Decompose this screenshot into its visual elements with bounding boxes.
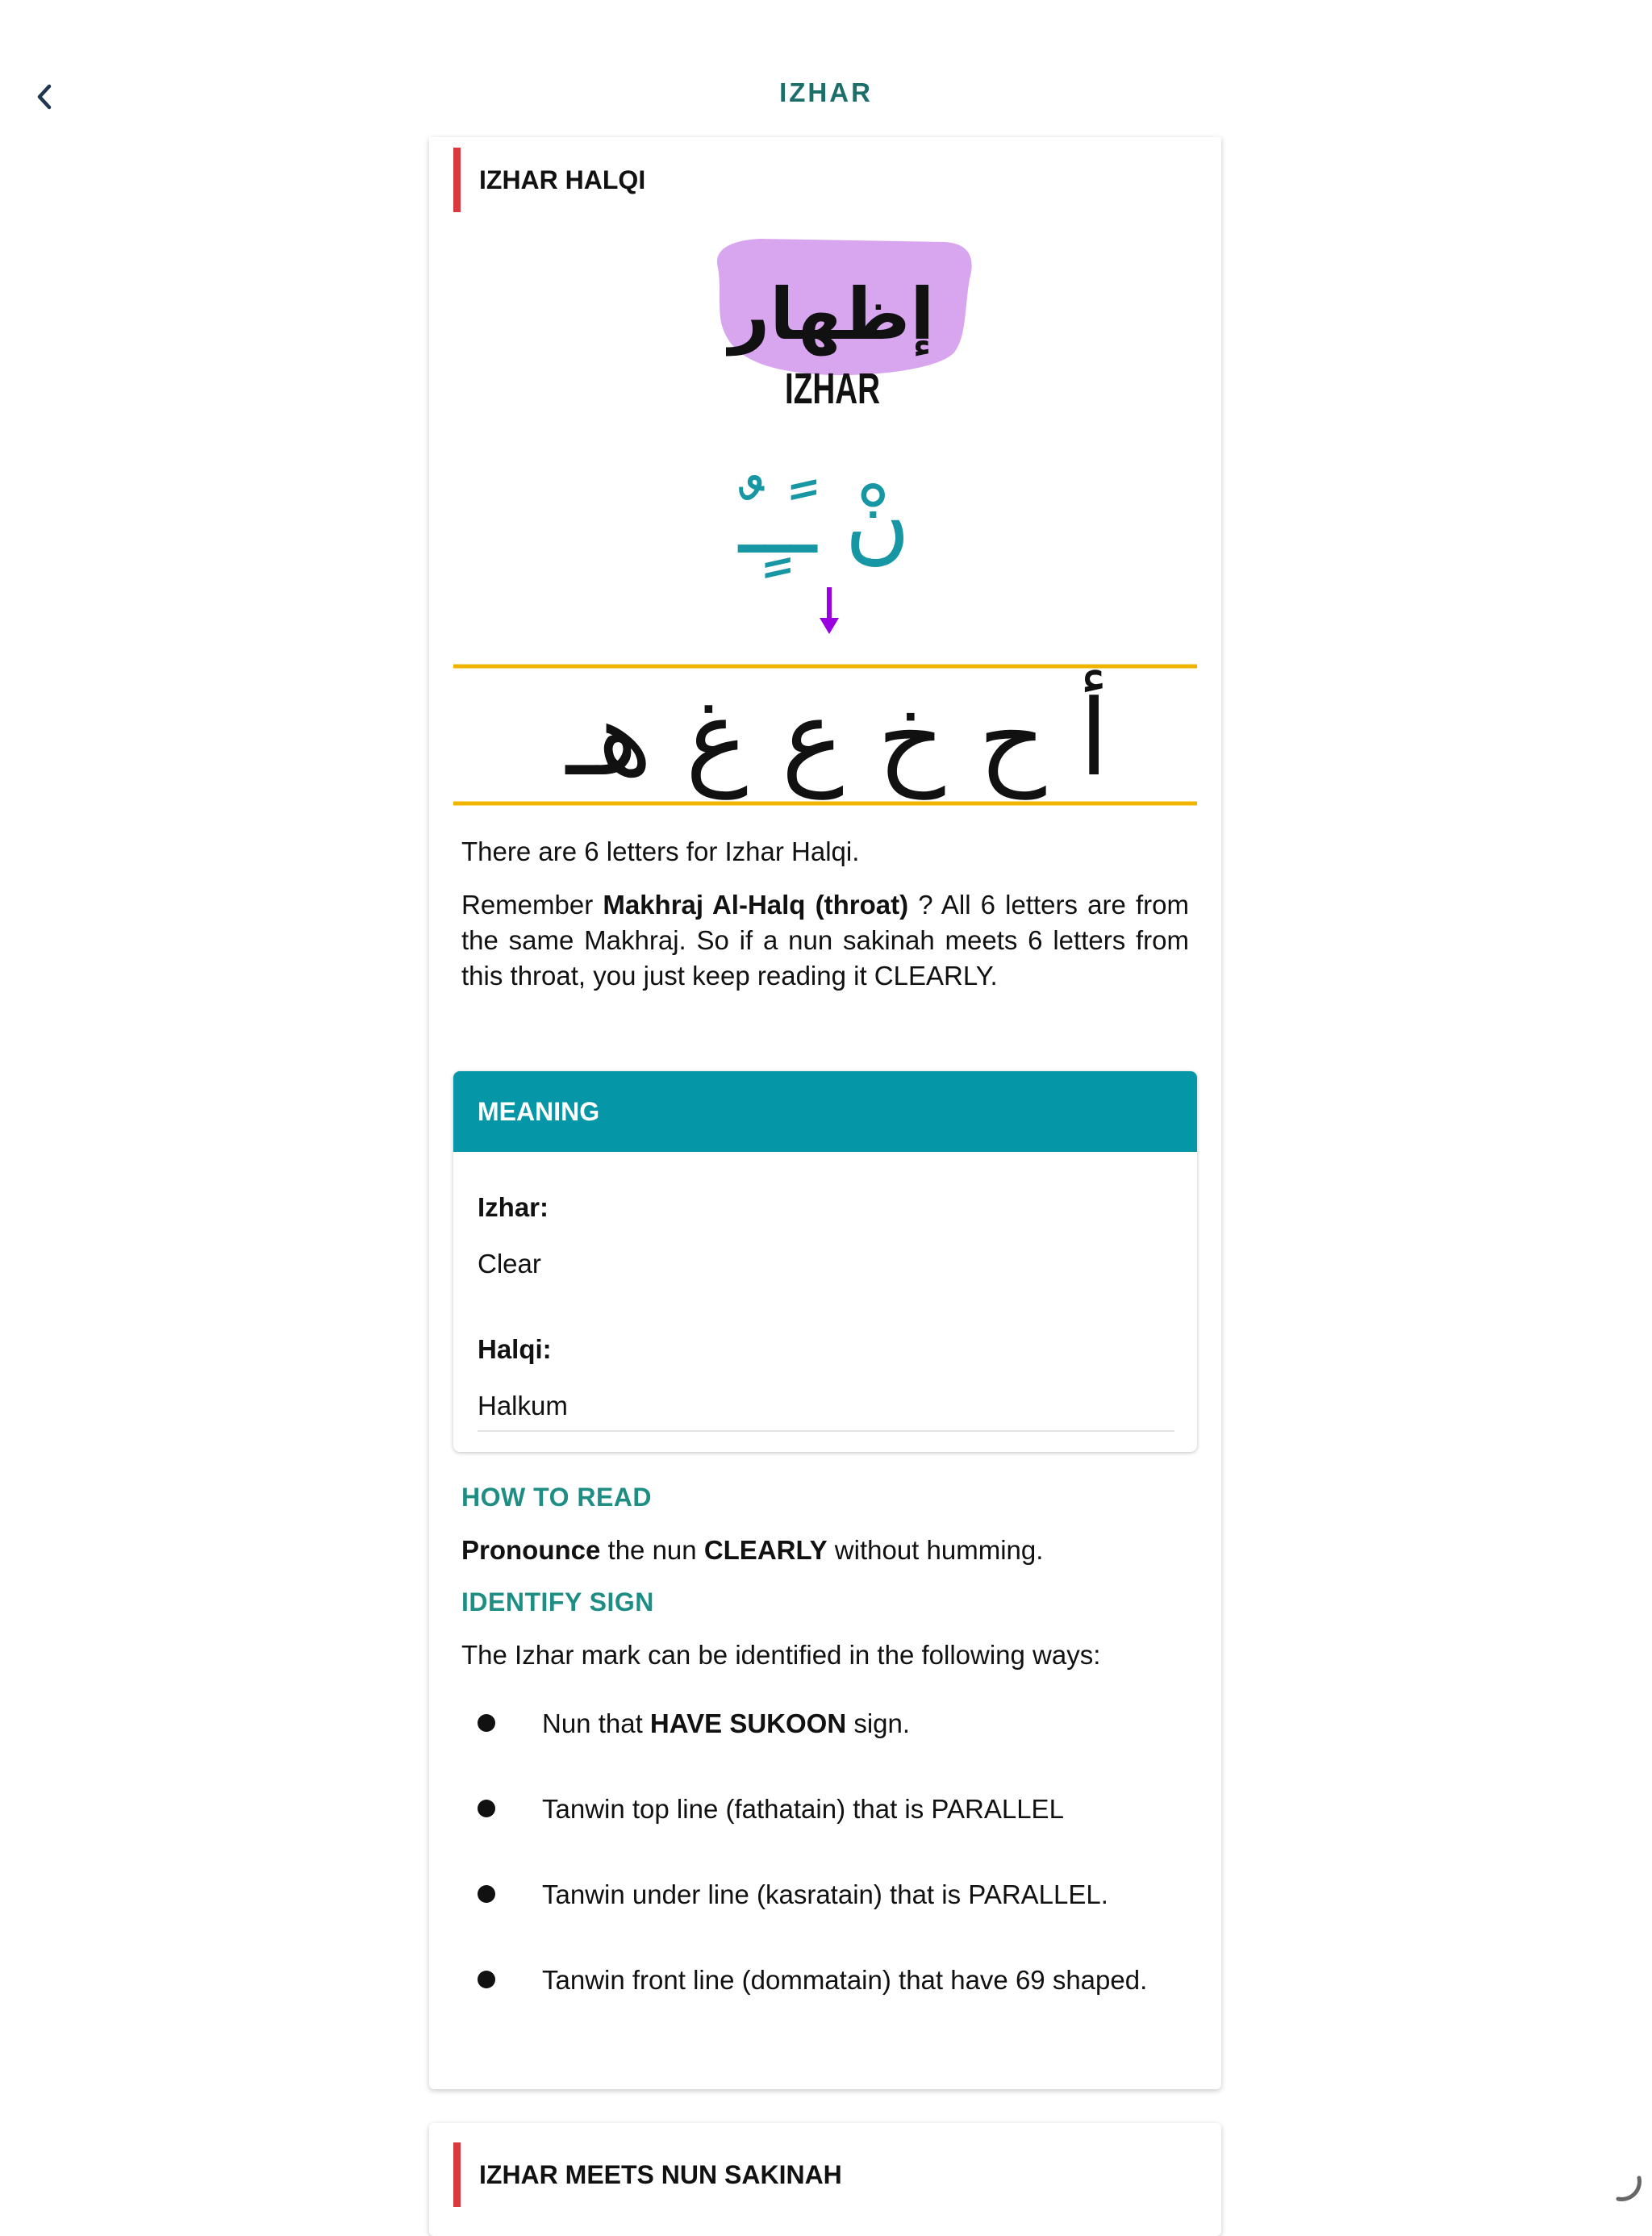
bullet-icon (478, 1800, 495, 1817)
intro-text: There are 6 letters for Izhar Halqi. (461, 836, 860, 866)
halq-letters: أ ح خ ع غ هـ (565, 677, 1109, 799)
bullet-icon (478, 1971, 495, 1988)
identify-sign-heading: IDENTIFY SIGN (461, 1587, 654, 1617)
meaning-value-izhar: Clear (478, 1249, 541, 1279)
identify-intro: The Izhar mark can be identified in the following ways: (461, 1640, 1101, 1670)
section-title: IZHAR MEETS NUN SAKINAH (453, 2142, 842, 2207)
izhar-halqi-card: IZHAR HALQI إظهار IZHAR نْ ـًـٍـٌ أ ح خ ع غ هـ There are 6 letters for Izhar Halqi. Remember Makhraj Al-Halq (throat) ? All 6 letters are from the same Makhraj. So if a nun sakinah meets 6 letters from this throat, you just keep reading it CLEARLY. MEANING Izhar: Clear Halqi: Halkum HOW TO READ Pronounce the nun CLEARLY without humming. IDENTIFY SIGN The Izhar mark can be identified in the following ways: Nun that HAVE SUKOON sign. Tanwin top line (fathatain) that is PARALLEL Tanwin under line (kasratain) that is PARALLEL. Tanwin front line (dommatain) that have 69 shaped. (429, 137, 1221, 2089)
bullet-icon (478, 1714, 495, 1732)
izhar-signs: نْ ـًـٍـٌ (738, 470, 911, 574)
how-to-read-heading: HOW TO READ (461, 1483, 653, 1512)
page-title: IZHAR (779, 77, 873, 107)
meaning-divider (478, 1430, 1174, 1432)
izhar-illustration (429, 137, 1221, 823)
arrow-down-icon (820, 587, 839, 634)
meaning-header: MEANING (453, 1071, 1197, 1152)
blob-latin-title: IZHAR (785, 365, 880, 413)
section-title: IZHAR HALQI (453, 148, 645, 212)
meaning-panel (453, 1071, 1197, 1452)
meaning-label-izhar: Izhar: (478, 1192, 549, 1222)
izhar-meets-nun-card[interactable] (429, 2123, 1221, 2236)
top-bar (0, 0, 1652, 141)
blob-arabic-title: إظهار (728, 273, 935, 356)
meaning-value-halqi: Halkum (478, 1391, 568, 1420)
meaning-label-halqi: Halqi: (478, 1334, 552, 1364)
makhraj-paragraph: Remember Makhraj Al-Halq (throat) ? All 6 letters are from the same Makhraj. So if a nun sakinah meets 6 letters from this throat, you just keep reading it CLEARLY. (461, 890, 1189, 991)
loading-spinner-icon (1613, 2171, 1646, 2204)
bullet-icon (478, 1885, 495, 1903)
how-to-read-text: Pronounce the nun CLEARLY without humming. (461, 1535, 1044, 1565)
